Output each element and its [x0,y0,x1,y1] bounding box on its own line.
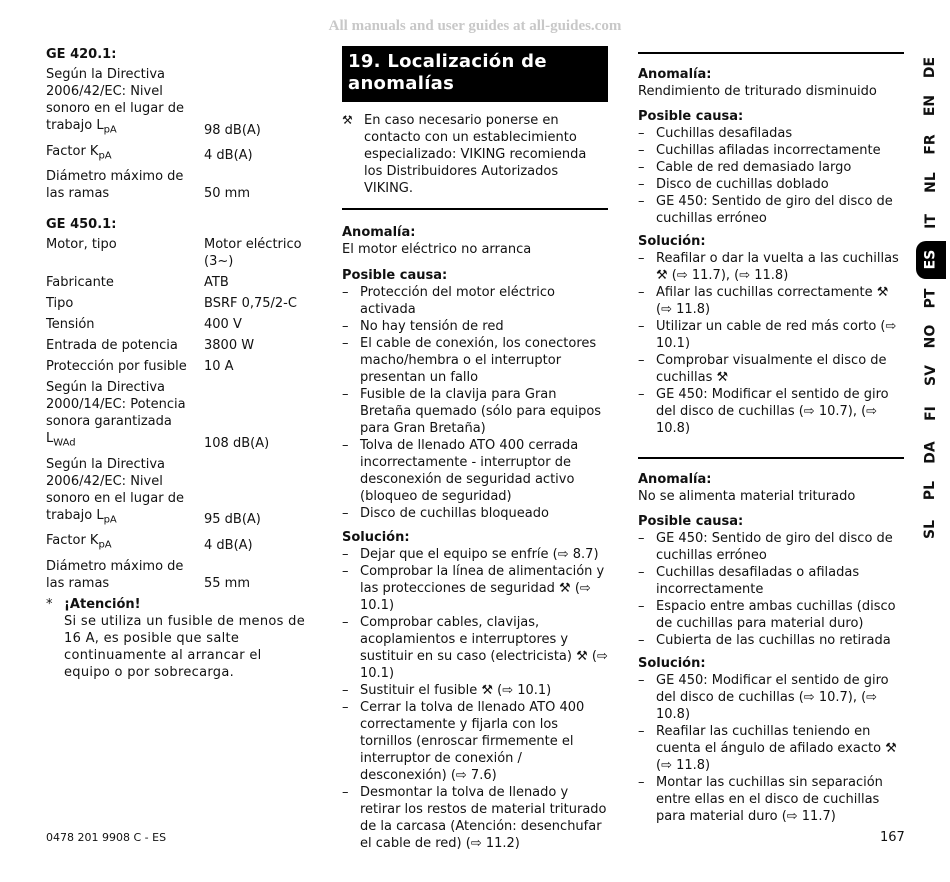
cause-heading: Posible causa: [638,109,744,124]
language-tab-label: FR [922,134,939,155]
spec-label-text: Diámetro máximo de las ramas [46,558,184,591]
ge450-spec-table [46,236,308,592]
spec-label-subscript: pA [103,124,117,136]
spec-row [46,295,308,312]
spec-row [46,337,308,354]
ge420-title: GE 420.1: [46,47,117,62]
section-title: 19. Localización de anomalías [342,46,608,102]
spec-label [46,66,204,139]
anomaly-heading: Anomalía: [638,472,712,487]
spec-label-text: Motor, tipo [46,237,117,253]
language-tab-fr [916,125,946,164]
cause-item: – Protección del motor eléctrico activada [342,284,608,318]
spec-label [46,532,204,554]
spec-value: 3800 W [204,338,255,354]
ge450-title: GE 450.1: [46,217,117,233]
solution-item: – Utilizar un cable de red más corto (⇨ 10.1) [638,318,904,352]
spec-label-subscript: pA [98,539,112,551]
spec-label-text: Entrada de potencia [46,338,178,354]
spec-label [46,456,204,529]
solution-list [638,672,904,825]
tools-icon: ⚒ [342,113,353,127]
language-tab-sv [916,356,946,395]
language-tab-label: DA [922,441,939,464]
language-tab-label: ES [922,249,939,270]
cause-item: – Disco de cuchillas bloqueado [342,505,608,522]
cause-item: – Espacio entre ambas cuchillas (disco de cuchillas para material duro) [638,598,904,632]
anomaly-heading: Anomalía: [342,225,416,240]
cause-item: – Cable de red demasiado largo [638,159,904,176]
spec-value: 10 A [204,359,234,375]
spec-row [46,358,308,375]
language-tab-label: PT [922,288,939,309]
spec-value: 4 dB(A) [204,537,253,553]
cause-item: – El cable de conexión, los conectores macho/hembra o el interruptor presentan un fallo [342,335,608,386]
solution-item: – Desmontar la tolva de llenado y retirar los restos de material triturado de la carcasa (Atención: desenchufar el cable de red) (⇨ 11.2) [342,784,608,852]
cause-item: – Cuchillas desafiladas o afiladas incorrectamente [638,564,904,598]
solution-heading: Solución: [638,234,706,249]
spec-label-subscript: pA [98,150,112,162]
spec-label [46,316,204,333]
cause-item: – Cuchillas desafiladas [638,125,904,142]
spec-row [46,558,308,592]
anomaly-heading: Anomalía: [638,67,712,82]
language-tab-label: EN [922,95,939,117]
spec-label-text: Según la Directiva 2006/42/EC: Nivel sonoro en el lugar de trabajo L [46,67,184,133]
language-tab-pl [916,472,946,511]
language-tab-no [916,318,946,357]
spec-label-subscript: pA [103,514,117,526]
spec-label-text: Según la Directiva 2000/14/EC: Potencia sonora garantizada L [46,380,186,447]
spec-label-text: Fabricante [46,275,114,291]
language-tab-da [916,433,946,472]
spec-row [46,316,308,333]
cause-item: – Cubierta de las cuchillas no retirada [638,632,904,649]
solution-item: – Sustituir el fusible ⚒ (⇨ 10.1) [342,682,608,699]
cause-item: – GE 450: Sentido de giro del disco de cuchillas erróneo [638,193,904,227]
language-tab-label: FI [922,406,939,422]
spec-row [46,274,308,291]
spec-label [46,168,204,202]
cause-item: – No hay tensión de red [342,318,608,335]
spec-row [46,532,308,554]
language-tab-label: NL [922,172,939,194]
language-tab-label: NO [922,324,939,349]
intro-paragraph [342,112,608,197]
cause-item: – Cuchillas afiladas incorrectamente [638,142,904,159]
language-tab-label: SV [922,364,939,386]
spec-label-text: Tensión [46,317,95,333]
solution-item: – Comprobar cables, clavijas, acoplamientos e interruptores y sustituir en su caso (electricista) ⚒ (⇨ 10.1) [342,614,608,682]
language-tab-de [916,48,946,87]
language-tab-fi [916,395,946,434]
document-code: 0478 201 9908 C - ES [46,831,167,844]
spec-label-text: Factor K [46,533,99,549]
spec-label [46,143,204,165]
spec-label [46,558,204,592]
note-text: Si se utiliza un fusible de menos de 16 A, es posible que salte continuamente al arrancar el equipo o por sobrecarga. [64,613,305,680]
solution-heading: Solución: [342,530,410,545]
language-tab-nl [916,164,946,203]
language-tab-sl [916,510,946,549]
solution-item: – Reafilar o dar la vuelta a las cuchillas ⚒ (⇨ 11.7), (⇨ 11.8) [638,250,904,284]
spec-value: ATB [204,275,229,291]
cause-item: – GE 450: Sentido de giro del disco de cuchillas erróneo [638,530,904,564]
solution-item: – Reafilar las cuchillas teniendo en cuenta el ángulo de afilado exacto ⚒ (⇨ 11.8) [638,723,904,774]
spec-value: 55 mm [204,575,251,591]
cause-heading: Posible causa: [638,514,744,529]
language-tabs [916,48,946,549]
specs-column [46,46,308,681]
cause-list [342,284,608,522]
solution-item: – Dejar que el equipo se enfríe (⇨ 8.7) [342,546,608,563]
spec-label-text: Protección por fusible [46,359,187,375]
spec-label [46,379,204,452]
warning-note [46,596,308,681]
cause-list [638,125,904,227]
page-number: 167 [880,830,905,845]
language-tab-label: DE [922,56,939,78]
language-tab-label: SL [922,519,939,539]
language-tab-es [916,241,946,280]
spec-value: Motor eléctrico (3~) [204,237,302,270]
spec-row [46,66,308,139]
note-title: ¡Atención! [64,596,141,612]
solution-list [638,250,904,437]
spec-label [46,337,204,354]
solution-heading: Solución: [638,656,706,671]
spec-label-text: Tipo [46,296,74,312]
troubleshooting-column-1 [342,46,608,852]
spec-row [46,143,308,165]
solution-item: – GE 450: Modificar el sentido de giro del disco de cuchillas (⇨ 10.7), (⇨ 10.8) [638,672,904,723]
spec-value: 4 dB(A) [204,148,253,164]
cause-list [638,530,904,649]
troubleshooting-column-2 [638,46,904,825]
spec-label-text: Según la Directiva 2006/42/EC: Nivel sonoro en el lugar de trabajo L [46,456,184,523]
cause-item: – Disco de cuchillas doblado [638,176,904,193]
language-tab-en [916,87,946,126]
language-tab-it [916,202,946,241]
spec-value: 50 mm [204,186,251,202]
spec-row [46,236,308,270]
spec-label-text: Diámetro máximo de las ramas [46,169,184,202]
language-tab-label: IT [922,213,939,229]
watermark: All manuals and user guides at all-guides.com [328,18,622,34]
cause-item: – Fusible de la clavija para Gran Bretaña quemado (sólo para equipos para Gran Bretaña) [342,386,608,437]
spec-label [46,358,204,375]
cause-item: – Tolva de llenado ATO 400 cerrada incorrectamente - interruptor de desconexión de seguridad activo (bloqueo de seguridad) [342,437,608,505]
cause-heading: Posible causa: [342,268,448,283]
spec-value: 95 dB(A) [204,512,261,528]
solution-item: – Cerrar la tolva de llenado ATO 400 correctamente y fijarla con los tornillos (enroscar firmemente el interruptor de conexión / desconexión) (⇨ 7.6) [342,699,608,784]
spec-value: 108 dB(A) [204,435,270,451]
solution-item: – Comprobar visualmente el disco de cuchillas ⚒ [638,352,904,386]
spec-row [46,456,308,529]
spec-label [46,274,204,291]
solution-item: – Montar las cuchillas sin separación entre ellas en el disco de cuchillas para material duro (⇨ 11.7) [638,774,904,825]
solution-item: – Afilar las cuchillas correctamente ⚒ (⇨ 11.8) [638,284,904,318]
spec-label-text: Factor K [46,143,99,159]
spec-value: BSRF 0,75/2-C [204,296,297,312]
spec-label [46,295,204,312]
spec-value: 400 V [204,317,242,333]
spec-row [46,379,308,452]
solution-list [342,546,608,852]
language-tab-pt [916,279,946,318]
intro-text: En caso necesario ponerse en contacto con un establecimiento especializado: VIKING recomienda los Distribuidores Autorizados VIKING. [364,113,587,196]
solution-item: – GE 450: Modificar el sentido de giro del disco de cuchillas (⇨ 10.7), (⇨ 10.8) [638,386,904,437]
anomaly-text: El motor eléctrico no arranca [342,242,532,257]
spec-row [46,168,308,202]
spec-label-subscript: WAd [53,437,76,449]
ge420-spec-table [46,66,308,202]
solution-item: – Comprobar la línea de alimentación y las protecciones de seguridad ⚒ (⇨ 10.1) [342,563,608,614]
spec-label [46,236,204,270]
spec-value: 98 dB(A) [204,122,261,138]
anomaly-text: Rendimiento de triturado disminuido [638,84,877,99]
note-star: * [46,596,53,612]
anomaly-text: No se alimenta material triturado [638,489,856,504]
language-tab-label: PL [922,481,939,501]
